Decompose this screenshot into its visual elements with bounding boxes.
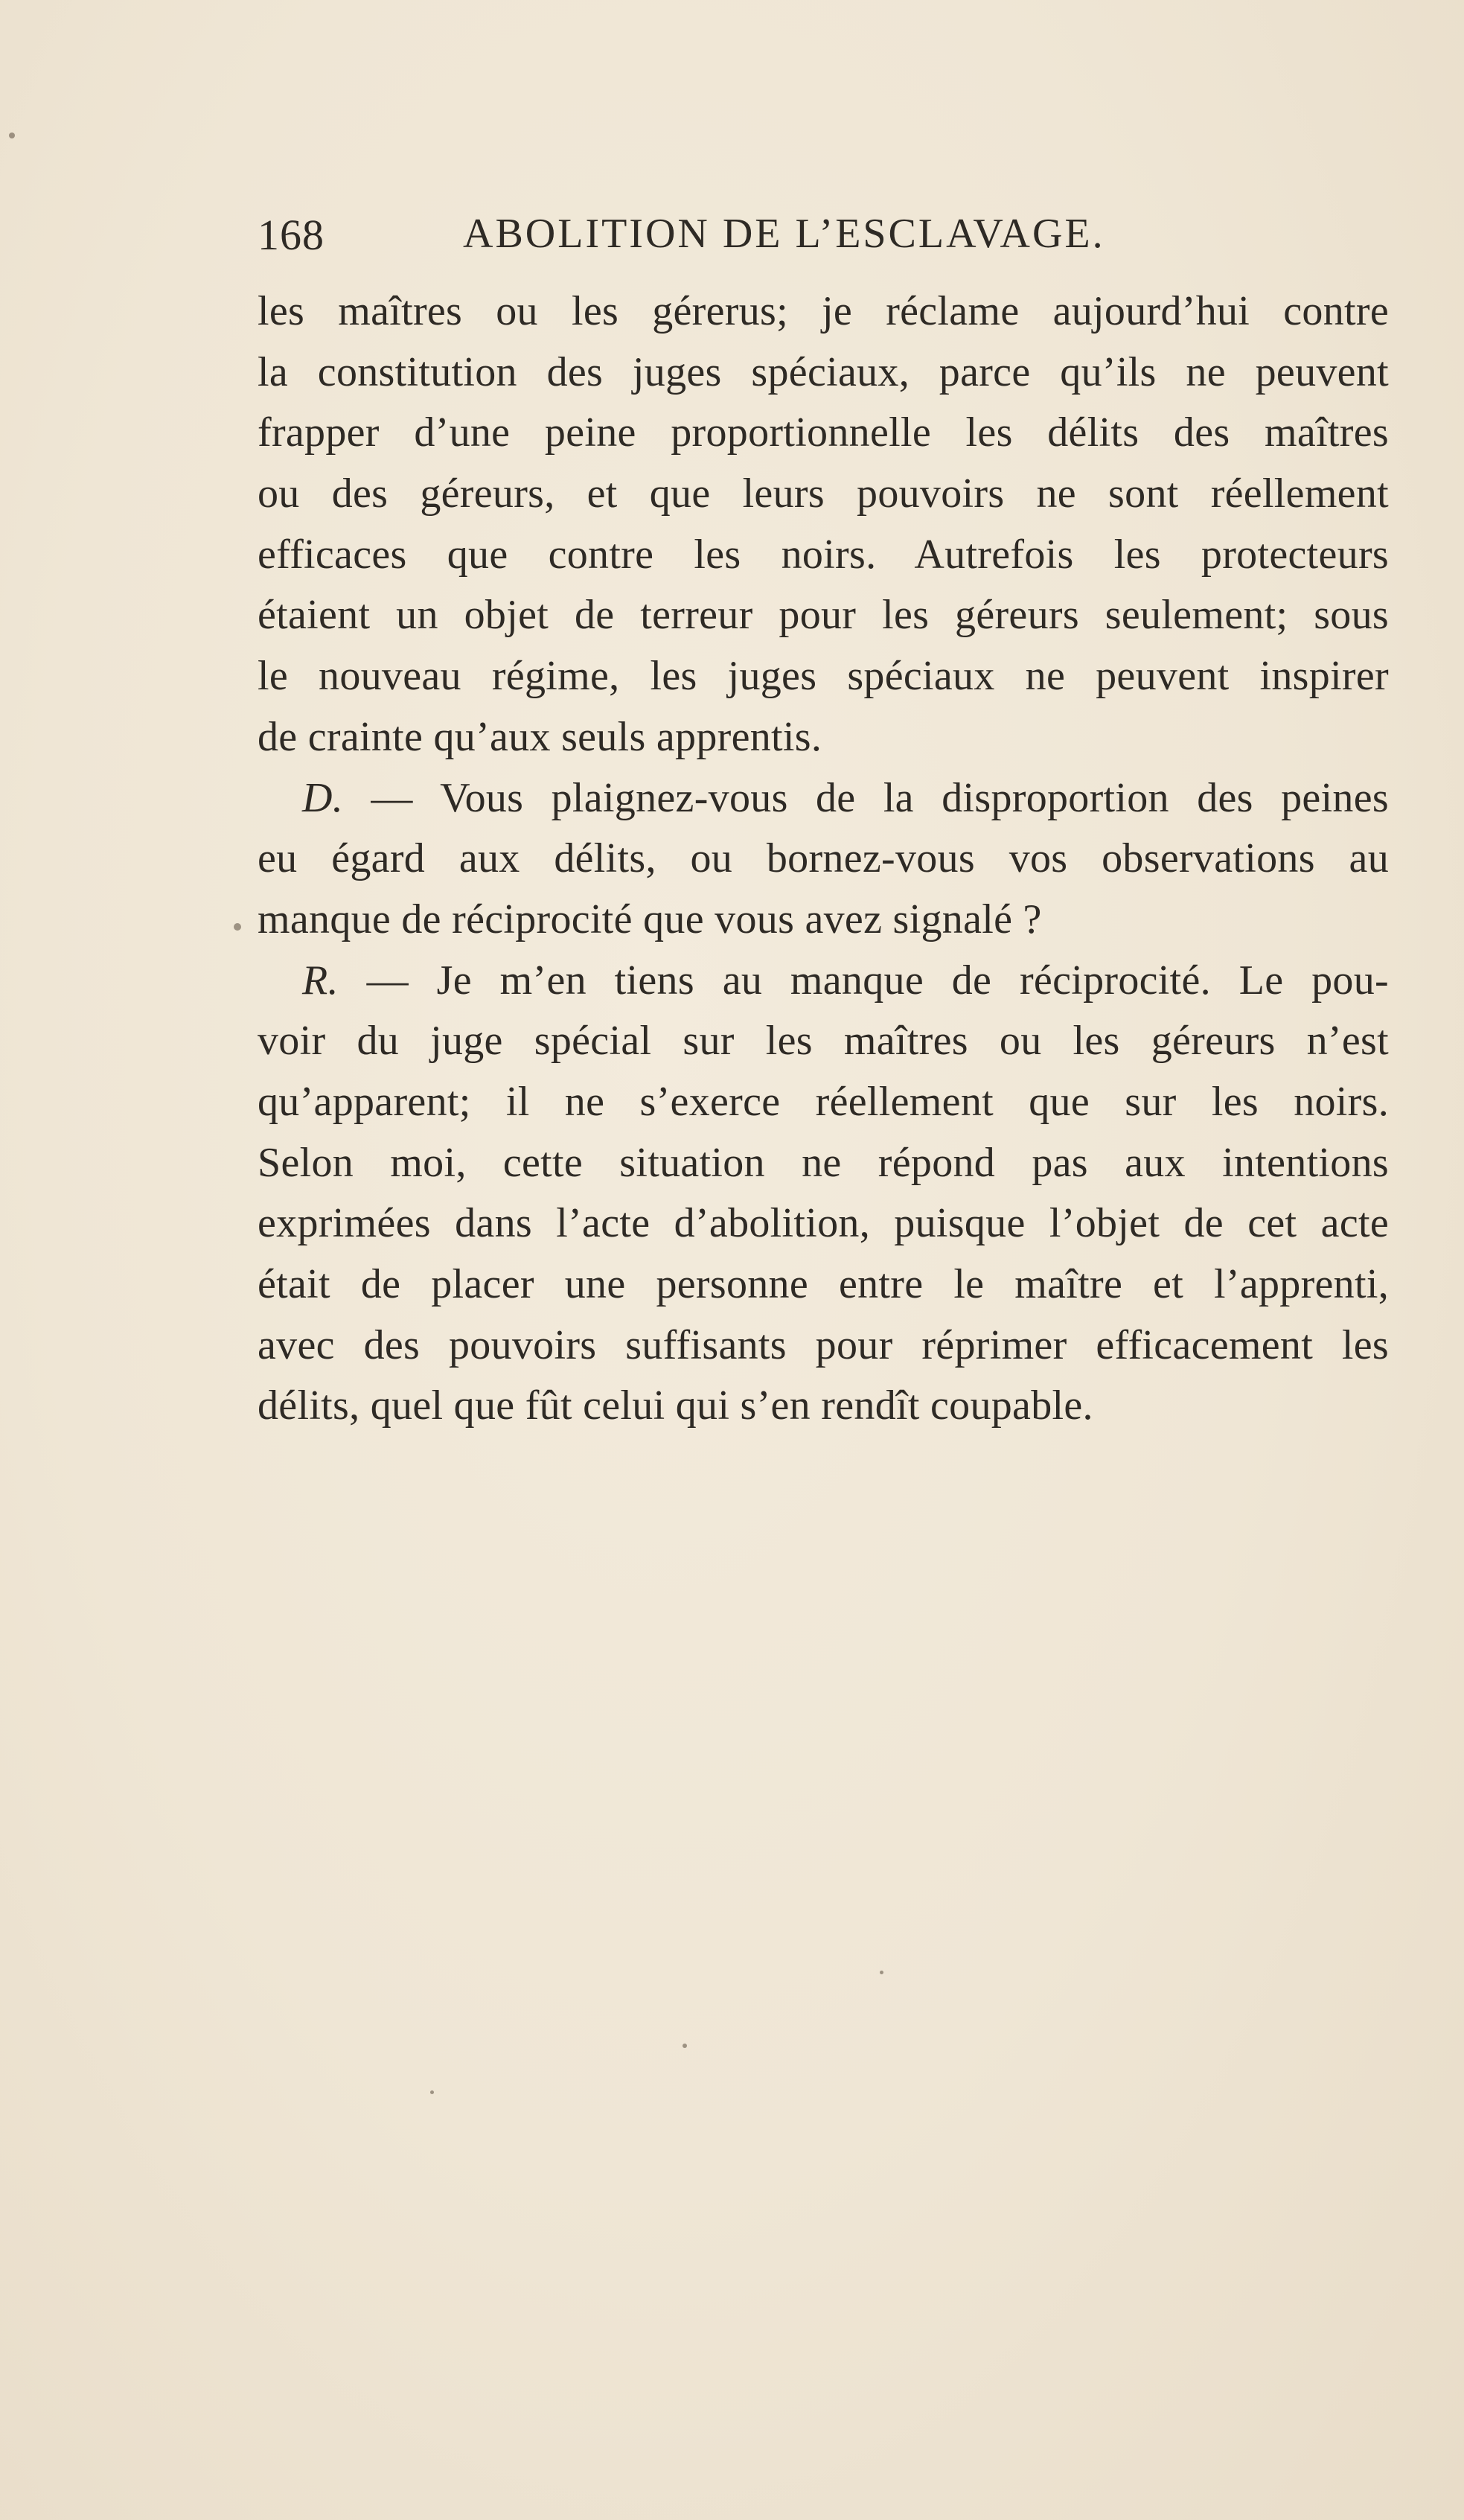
- dash: —: [366, 957, 409, 1004]
- text-line: le nouveau régime, les juges spéciaux ne peuvent inspirer: [258, 653, 1389, 700]
- text-line: ou des géreurs, et que leurs pouvoirs ne sont réellement: [258, 470, 1389, 517]
- question-line: [258, 768, 1389, 829]
- paper-speck: [234, 923, 241, 931]
- paper-speck: [683, 2044, 687, 2048]
- text-line: qu’apparent; il ne s’exerce réellement que sur les noirs.: [258, 1078, 1389, 1125]
- page-header: [258, 210, 1180, 277]
- text-line: manque de réciprocité que vous avez signalé ?: [258, 896, 1042, 942]
- paper-speck: [9, 133, 15, 138]
- text-line: Selon moi, cette situation ne répond pas aux intentions: [258, 1139, 1389, 1186]
- answer-marker: R.: [302, 957, 339, 1004]
- question-text: Vous plaignez-vous de la disproportion des peines: [440, 774, 1389, 821]
- text-line: délits, quel que fût celui qui s’en rendît coupable.: [258, 1382, 1093, 1429]
- text-line: les maîtres ou les gérerus; je réclame aujourd’hui contre: [258, 288, 1389, 334]
- text-line: eu égard aux délits, ou bornez-vous vos observations au: [258, 835, 1389, 882]
- text-line: la constitution des juges spéciaux, parce qu’ils ne peuvent: [258, 348, 1389, 395]
- paper-speck: [430, 2090, 434, 2094]
- running-head: ABOLITION DE L’ESCLAVAGE.: [463, 211, 1105, 257]
- text-line: était de placer une personne entre le maître et l’apprenti,: [258, 1261, 1389, 1307]
- answer-text: Je m’en tiens au manque de réciprocité. Le pou-: [436, 957, 1389, 1004]
- answer-line: [258, 951, 1389, 1012]
- text-line: étaient un objet de terreur pour les géreurs seulement; sous: [258, 592, 1389, 639]
- body-text: [258, 281, 1389, 1437]
- paper-speck: [880, 1971, 883, 1974]
- question-marker: D.: [302, 774, 344, 821]
- text-line: efficaces que contre les noirs. Autrefois les protecteurs: [258, 531, 1389, 578]
- text-line: avec des pouvoirs suffisants pour réprimer efficacement les: [258, 1321, 1389, 1368]
- page-number: 168: [258, 211, 325, 259]
- text-line: frapper d’une peine proportionnelle les délits des maîtres: [258, 409, 1389, 456]
- text-line: exprimées dans l’acte d’abolition, puisque l’objet de cet acte: [258, 1200, 1389, 1247]
- text-line: de crainte qu’aux seuls apprentis.: [258, 713, 822, 760]
- dash: —: [371, 774, 413, 821]
- text-line: voir du juge spécial sur les maîtres ou les géreurs n’est: [258, 1018, 1389, 1065]
